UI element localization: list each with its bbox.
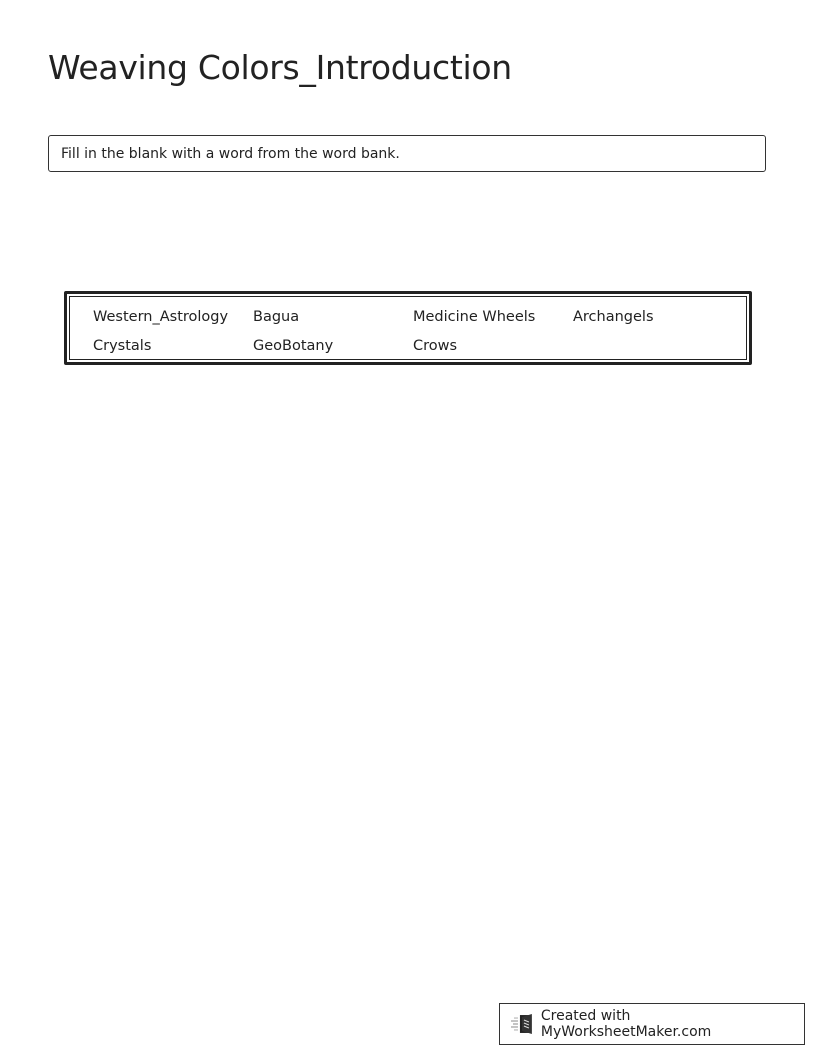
footer-text[interactable]: Created with MyWorksheetMaker.com — [540, 1008, 712, 1040]
word-bank-item: Bagua — [253, 309, 300, 325]
word-bank-inner — [69, 296, 747, 360]
word-bank-item: Crystals — [93, 338, 152, 354]
instructions-box — [48, 135, 766, 172]
worksheet-title: Weaving Colors_Introduction — [48, 48, 512, 87]
word-bank-item: GeoBotany — [253, 338, 334, 354]
word-bank-item: Archangels — [573, 309, 654, 325]
instructions-text: Fill in the blank with a word from the word bank. — [61, 146, 400, 162]
word-bank-item: Medicine Wheels — [413, 309, 536, 325]
footer-badge[interactable] — [499, 1003, 805, 1045]
worksheet-logo-icon — [510, 1013, 534, 1035]
word-bank-item: Western_Astrology — [93, 309, 229, 325]
word-bank — [64, 291, 752, 365]
word-bank-item: Crows — [413, 338, 458, 354]
